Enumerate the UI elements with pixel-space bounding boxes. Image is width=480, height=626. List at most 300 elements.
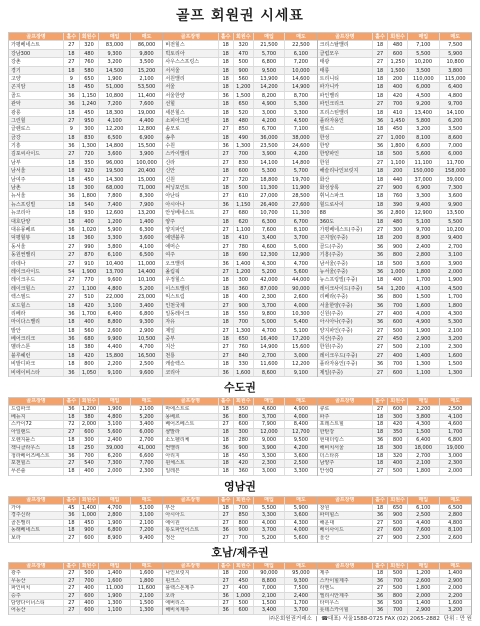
column-header-members: 회원수 (388, 563, 408, 569)
members: 1,450 (388, 117, 408, 124)
sell-price: 3,800 (448, 67, 463, 74)
sell-price: 10,200 (446, 226, 464, 233)
table-header-row (163, 398, 316, 406)
table-row (9, 75, 162, 83)
members: 700 (388, 607, 408, 613)
members: 1,150 (80, 92, 100, 99)
sell-price: 9,700 (448, 101, 463, 108)
buy-price: 9,600 (99, 276, 130, 283)
members: 700 (388, 302, 408, 309)
table-row (318, 218, 471, 226)
holes: 27 (219, 268, 234, 275)
buy-price: 3,200 (408, 125, 439, 132)
sell-price: 8,600 (448, 134, 463, 141)
sell-price: 2,000 (448, 585, 463, 592)
table-row (163, 134, 316, 142)
column-header-members: 회원수 (234, 497, 254, 504)
buy-price: 14,100 (254, 159, 285, 166)
holes: 36 (64, 100, 79, 107)
table-row (9, 421, 162, 429)
table-row (163, 293, 316, 301)
sell-price: 7,200 (139, 527, 154, 534)
course-name: 아일랜드 (9, 429, 64, 436)
table-row (9, 83, 162, 91)
holes: 27 (373, 535, 388, 542)
table-row (163, 593, 316, 600)
buy-price: 83,000 (99, 41, 130, 48)
buy-price: 3,300 (254, 453, 285, 460)
holes: 18 (219, 429, 234, 436)
table-row (9, 327, 162, 335)
table-row (163, 260, 316, 268)
column-header-sell-price: 매도 (450, 398, 461, 404)
buy-price: 8,800 (254, 578, 285, 584)
holes: 27 (64, 276, 79, 283)
members: 600 (388, 527, 408, 534)
buy-price: 3,700 (254, 414, 285, 421)
table-row (318, 285, 471, 293)
table-row (163, 607, 316, 614)
members: 470 (234, 50, 254, 57)
course-name: 서원밸리 (163, 75, 218, 82)
course-name: 송추 (163, 134, 218, 141)
holes: 27 (373, 134, 388, 141)
members: 830 (80, 134, 100, 141)
members: 330 (234, 360, 254, 367)
members: 360 (234, 285, 254, 292)
table-row (163, 335, 316, 343)
course-name: 신원(주중) (318, 310, 373, 317)
column-header-holes: 홀수 (219, 398, 234, 405)
members: 500 (388, 343, 408, 350)
table-row (318, 67, 471, 75)
sell-price: 3,500 (139, 59, 154, 66)
sell-price: 4,700 (293, 260, 309, 267)
column-header-members: 회원수 (80, 497, 100, 504)
members: 1,300 (234, 142, 254, 149)
table-row (9, 218, 162, 226)
buy-price: 4,900 (408, 318, 439, 325)
course-name: 파가니카 (318, 83, 373, 90)
buy-price: 1,900 (408, 327, 439, 334)
sell-price: 1,700 (293, 599, 309, 606)
members: 600 (80, 593, 100, 599)
column-header-members: 회원수 (80, 398, 100, 405)
course-name: 라헨느 (318, 585, 373, 591)
table-row (163, 414, 316, 422)
course-name: 청라베어즈베스트 (9, 453, 64, 460)
sell-price: 158,000 (444, 168, 466, 175)
buy-price: 4,000 (254, 520, 285, 527)
buy-price: 12,000 (254, 429, 285, 436)
course-name: 트리니티 (318, 75, 373, 82)
members: 450 (80, 109, 100, 116)
buy-price: 8,900 (408, 234, 439, 241)
members: 2,000 (80, 421, 100, 428)
course-name: 베뉴지 (9, 414, 64, 421)
table-row (163, 302, 316, 310)
holes: 36 (373, 142, 388, 149)
course-name: 가야 (9, 505, 64, 512)
sell-price: 6,600 (139, 452, 154, 459)
buy-price: 6,300 (254, 218, 285, 225)
members: 690 (234, 251, 254, 258)
table-column-group (163, 398, 317, 476)
table-row (318, 570, 471, 577)
sell-price: 12,200 (292, 361, 310, 368)
buy-price: 2,600 (99, 327, 130, 334)
members: 900 (234, 302, 254, 309)
footer-company: ㈜온회원권거래소 (269, 616, 312, 622)
holes: 9 (64, 125, 79, 132)
members: 440 (388, 176, 408, 183)
buy-price: 5,300 (254, 167, 285, 174)
buy-price: 2,700 (254, 352, 285, 359)
sell-price: 3,200 (448, 607, 463, 614)
sell-price: 3,300 (293, 468, 309, 475)
sell-price: 10,800 (446, 59, 464, 66)
sell-price: 14,900 (292, 84, 310, 91)
buy-price: 1,200 (408, 570, 439, 576)
sell-price: 3,600 (448, 193, 463, 200)
buy-price: 7,400 (99, 201, 130, 208)
table-row (9, 109, 162, 117)
course-name: 크리스탈밸리 (318, 41, 373, 48)
course-name: 360도 (318, 218, 373, 225)
members: 300 (388, 226, 408, 233)
holes: 18 (64, 167, 79, 174)
sell-price: 24,600 (292, 143, 310, 150)
sell-price: 4,300 (293, 519, 309, 526)
holes: 27 (219, 421, 234, 428)
buy-price: 4,700 (99, 505, 130, 512)
course-name: 에머슨 (163, 243, 218, 250)
sell-price: 8,100 (293, 226, 309, 233)
buy-price: 27,000 (254, 192, 285, 199)
table-row (9, 243, 162, 251)
sell-price: 23,000 (137, 294, 156, 301)
sell-price: 2,500 (139, 361, 154, 368)
sell-price: 6,500 (139, 252, 154, 259)
holes: 45 (64, 505, 79, 512)
members: 500 (388, 520, 408, 527)
table-row (318, 150, 471, 158)
course-name: 골든밸리 (9, 520, 64, 527)
sell-price: 2,100 (139, 519, 154, 526)
course-name: 현대더링스 (318, 437, 373, 444)
members: 480 (388, 218, 408, 225)
sell-price: 4,100 (139, 243, 154, 250)
members: 500 (388, 150, 408, 157)
holes: 18 (64, 218, 79, 225)
holes: 36 (373, 318, 388, 325)
course-name: 강남300 (9, 50, 64, 57)
holes: 27 (219, 243, 234, 250)
course-name: 마에스트로 (163, 406, 218, 413)
sell-price: 4,500 (448, 285, 463, 292)
course-name: 아시아나 (163, 201, 218, 208)
buy-price: 2,300 (254, 460, 285, 467)
sell-price: 1,400 (139, 218, 154, 225)
table-row (9, 176, 162, 184)
buy-price: 4,900 (254, 100, 285, 107)
members: 520 (234, 109, 254, 116)
buy-price: 4,700 (254, 327, 285, 334)
buy-price: 1,700 (408, 276, 439, 283)
buy-price: 2,400 (408, 243, 439, 250)
holes: 18 (219, 276, 234, 283)
holes: 18 (373, 125, 388, 132)
sell-price: 2,700 (448, 243, 463, 250)
sell-price: 15,600 (292, 344, 310, 351)
buy-price: 4,800 (99, 285, 130, 292)
table-row (163, 226, 316, 234)
buy-price: 1,200 (99, 218, 130, 225)
holes: 18 (373, 150, 388, 157)
sell-price: 19,000 (137, 109, 156, 116)
table-row (9, 460, 162, 468)
members: 560 (234, 75, 254, 82)
table-row (318, 445, 471, 453)
members: 1,800 (80, 192, 100, 199)
holes: 36 (373, 268, 388, 275)
members: 700 (234, 535, 254, 542)
members: 610 (234, 192, 254, 199)
price-table-honam-jeju (8, 562, 472, 615)
column-header-sell-price: 매도 (141, 34, 152, 40)
members: 920 (80, 167, 100, 174)
table-row (9, 512, 162, 520)
buy-price: 3,600 (99, 150, 130, 157)
course-name: 올림픽 (163, 268, 218, 275)
buy-price: 12,600 (99, 209, 130, 216)
course-name: 레이크사이드 (9, 268, 64, 275)
course-name: 코리아 (163, 369, 218, 376)
buy-price: 22,000 (99, 293, 130, 300)
sell-price: 6,100 (293, 50, 309, 57)
members: 700 (80, 453, 100, 460)
holes: 36 (373, 607, 388, 613)
holes: 18 (64, 176, 79, 183)
course-name: 남양주 (318, 460, 373, 467)
sell-price: 10,500 (137, 336, 156, 343)
course-name: 제주 (318, 570, 373, 576)
buy-price: 1,400 (408, 352, 439, 359)
course-name: 제일 (163, 327, 218, 334)
holes: 18 (219, 437, 234, 444)
holes: 27 (219, 192, 234, 199)
sell-price: 14,800 (292, 159, 310, 166)
course-name: 에버리스 (163, 600, 218, 606)
table-row (9, 607, 162, 614)
holes: 18 (373, 276, 388, 283)
course-name: 이스트밸리 (163, 285, 218, 292)
members: 320 (388, 453, 408, 460)
course-name: 파주 (318, 414, 373, 421)
table-row (163, 100, 316, 108)
table-column-group (9, 33, 163, 377)
course-name: 몽베르 (163, 414, 218, 421)
column-header-holes: 홀수 (64, 497, 79, 504)
holes: 27 (219, 209, 234, 216)
table-header-row (9, 398, 162, 406)
table-row (318, 100, 471, 108)
holes: 36 (219, 201, 234, 208)
members: 450 (388, 125, 408, 132)
sell-price: 6,200 (448, 117, 463, 124)
members: 1,200 (234, 83, 254, 90)
members: 390 (388, 201, 408, 208)
holes: 27 (219, 520, 234, 527)
table-row (318, 607, 471, 614)
buy-price: 42,000 (254, 276, 285, 283)
table-row (9, 117, 162, 125)
members: 490 (234, 134, 254, 141)
buy-price: 18,000 (408, 445, 439, 452)
course-name: 기흥 (9, 142, 64, 149)
members: 1,200 (388, 285, 408, 292)
sell-price: 11,300 (292, 210, 310, 217)
members: 450 (388, 335, 408, 342)
column-header-course-name: 골프장명 (163, 398, 218, 405)
price-table-yeongnam (8, 496, 472, 543)
buy-price: 8,100 (408, 134, 439, 141)
members: 500 (388, 468, 408, 475)
buy-price: 4,600 (254, 406, 285, 413)
members: 600 (388, 406, 408, 413)
buy-price: 1,300 (408, 360, 439, 367)
table-row (9, 41, 162, 49)
members: 300 (234, 429, 254, 436)
members: 1,200 (234, 268, 254, 275)
table-row (318, 192, 471, 200)
column-header-course-name: 골프장명 (9, 33, 64, 40)
table-column-group (318, 497, 472, 543)
course-name: 수원 (163, 142, 218, 149)
table-row (318, 142, 471, 150)
table-row (163, 184, 316, 192)
sell-price: 1,700 (448, 294, 463, 301)
members: 910 (80, 260, 100, 267)
table-row (318, 520, 471, 528)
members: 400 (80, 600, 100, 606)
holes: 27 (219, 585, 234, 591)
table-row (163, 406, 316, 414)
holes: 18 (64, 520, 79, 527)
table-row (318, 310, 471, 318)
course-name: 나인브릿지 (163, 570, 218, 576)
members: 420 (80, 302, 100, 309)
column-header-buy-price: 매입 (254, 398, 285, 405)
buy-price: 2,700 (408, 453, 439, 460)
table-row (9, 268, 162, 276)
column-header-course-name: 골프장명 (318, 497, 373, 504)
holes: 27 (219, 512, 234, 519)
column-header-holes: 홀수 (64, 33, 79, 40)
table-header-row (163, 563, 316, 570)
sell-price: 19,700 (292, 176, 310, 183)
buy-price: 7,000 (254, 585, 285, 591)
course-name: 안성베네스트 (163, 209, 218, 216)
course-name: 서서울 (163, 67, 218, 74)
holes: 27 (219, 176, 234, 183)
table-row (318, 360, 471, 368)
course-name: 뉴스프링빌 (9, 201, 64, 208)
sell-price: 14,100 (446, 109, 464, 116)
course-name: 파인밸리 (318, 92, 373, 99)
course-name: 골드(주중) (318, 243, 373, 250)
sell-price: 9,600 (139, 369, 154, 376)
sell-price: 4,500 (293, 117, 309, 124)
table-row (163, 209, 316, 217)
course-name: 라데나 (9, 260, 64, 267)
sell-price: 5,100 (293, 327, 309, 334)
course-name: 양지파인(주중) (318, 327, 373, 334)
sell-price: 9,500 (293, 436, 309, 443)
sell-price: 1,300 (448, 369, 463, 376)
course-name: 스카이72 (9, 421, 64, 428)
sell-price: 5,600 (293, 268, 309, 275)
members: 770 (80, 276, 100, 283)
buy-price: 2,400 (99, 437, 130, 444)
table-row (9, 429, 162, 437)
holes: 18 (373, 421, 388, 428)
course-name: 자유 (163, 318, 218, 325)
sell-price: 100,000 (136, 159, 157, 166)
sell-price: 4,800 (448, 92, 463, 99)
members: 400 (388, 310, 408, 317)
members: 700 (388, 100, 408, 107)
sell-price: 6,000 (139, 429, 154, 436)
course-name: 가평베네스트 (9, 41, 64, 48)
sell-price: 7,300 (448, 185, 463, 192)
holes: 54 (373, 285, 388, 292)
buy-price: 14,200 (254, 83, 285, 90)
holes: 18 (373, 75, 388, 82)
buy-price: 1,400 (99, 570, 130, 576)
column-header-buy-price: 매입 (99, 563, 130, 569)
table-row (163, 352, 316, 360)
course-name: 소피아그린 (163, 117, 218, 124)
holes: 27 (219, 302, 234, 309)
table-row (9, 343, 162, 351)
sell-price: 3,400 (139, 421, 154, 428)
buy-price: 4,100 (99, 117, 130, 124)
buy-price: 1,300 (99, 600, 130, 606)
column-header-buy-price: 매입 (408, 33, 439, 40)
sell-price: 12,800 (137, 126, 156, 133)
buy-price: 2,300 (254, 293, 285, 300)
buy-price: 11,100 (408, 159, 439, 166)
table-header-row (318, 398, 471, 406)
column-header-buy-price: 매입 (408, 497, 439, 504)
holes: 18 (219, 167, 234, 174)
holes: 18 (219, 251, 234, 258)
buy-price: 14,300 (99, 176, 130, 183)
members: 1,240 (80, 100, 100, 107)
holes: 18 (64, 67, 79, 74)
sell-price: 10,100 (137, 277, 156, 284)
sell-price: 2,500 (293, 460, 309, 467)
sell-price: 14,600 (292, 75, 310, 82)
members: 600 (80, 607, 100, 613)
buy-price: 4,300 (408, 421, 439, 428)
course-name: 썬밸리 (163, 445, 218, 452)
course-name: 뉴코리아 (9, 209, 64, 216)
buy-price: 3,200 (99, 58, 130, 65)
buy-price: 3,400 (254, 607, 285, 613)
course-name: 남서울(주중) (318, 260, 373, 267)
